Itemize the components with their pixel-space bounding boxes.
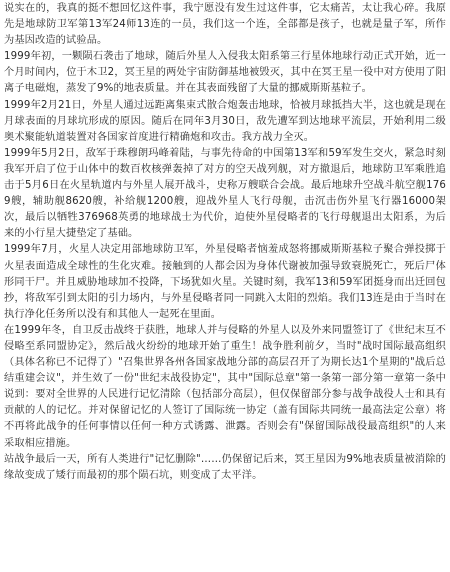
paragraph-1: 说实在的，我真的挺不想回忆这件事，我宁愿没有发生过这件事，它太痛苦，太让我心碎。我原先是地球防卫军第13军24师13连的一员，我们这一个连，全部都是孩子，也就是量子军，所作为基因改造的试验品。 [4,3,446,47]
paragraph-6: 在1999年冬，自卫反击战终于获胜，地球人并与侵略的外星人以及外来同盟签订了《世纪末互不侵略至系同盟协定》，然后战火纷纷的地球开始了重生！战争胜利前夕，当时"战时国际最高组织（具体名称已不记得了）"召集世界各州各国家战地分部的高层召开了为期长达1个星期的"战后总结重建会议"，并生效了一份"世纪末战役协定"，其中"国际总章"第一条第一部分第一章第一条中说到：要对全世界的人民进行记忆清除（包括部分高层），但仅保留部分参与战争战役人士和具有贡献的人的记忆。并对保留记忆的人签订了国际统一协定（盖有国际共同统一最高法定公章）将不再将此战争的任何事情以任何一种方式诱露、泄露。否则会有"保留国际战役最高组织"的人来采取相应措施。 [4,324,446,449]
paragraph-4: 1999年5月2日，敌军于珠穆朗玛峰着陆，与事先待命的中国第13军和59军发生交火，紧急时刻我军开启了位于山体中的数百枚核弹轰掉了对方的空天战列舰，对方撤退后，地球防卫军乘胜追击于5月6日在火星轨道内与外星人展开战斗，史称万艘联合会战。最后地球升空战斗航空舰1769艘，辅助舰8620艘，补给舰1200艘，迎战外星人飞行母舰，击沉击伤外星飞行器16000架次，最后以牺牲376968英勇的地球战士为代价，迫使外星侵略者的飞行母舰退出太阳系，为后来的小行星大捷垫定了基础。 [4,147,446,240]
article-body [4,1,446,484]
paragraph-7: 站战争最后一天，所有人类进行"记忆删除"……仍保留记后来，冥王星因为9%地表质量被消除的缘故变成了矮行而最初的那个陨石坑，则变成了太平洋。 [4,453,446,481]
paragraph-2: 1999年初，一颗陨石袭击了地球，随后外星人入侵我太阳系第三行星体地球行动正式开始，近一个月时间内，位于木卫2，冥王星的两处宇宙防御基地被毁灭，其中在冥王星一役中对方使用了阳离子电磁炮，蒸发了9%的地表质量。并在其表面残留了大量的挪威斯斯基粒子。 [4,51,446,95]
paragraph-3: 1999年2月21日，外星人通过远距离集束式散合炮轰击地球，恰被月球抵挡大半，这也就是现在月球表面的月球坑形成的原因。随后在同年3月30日，敌先遭军到达地球平流层，开始利用二级奥术聚能轨道装置对各国家首度进行精确炮和攻击。我方战力全灭。 [4,99,446,143]
paragraph-5: 1999年7月，火星人决定用部地球防卫军，外星侵略者恼羞成怒将挪威斯斯基粒子聚合弹投掷于火星表面造成全球性的生化灾难。接触到的人都会因为身体代谢被加强导致衰脱死亡，死后尸体形同干尸。并且威胁地球加不投降，下场犹如火星。关键时刻，我军13和59军团挺身而出迁回包抄，将敌军引到太阳的引力场内，与外星侵略者同一同跳入太阳的烈焰。我们13连是由于当时在执行净化任务所以没有和其他人一起死在里面。 [4,244,446,320]
